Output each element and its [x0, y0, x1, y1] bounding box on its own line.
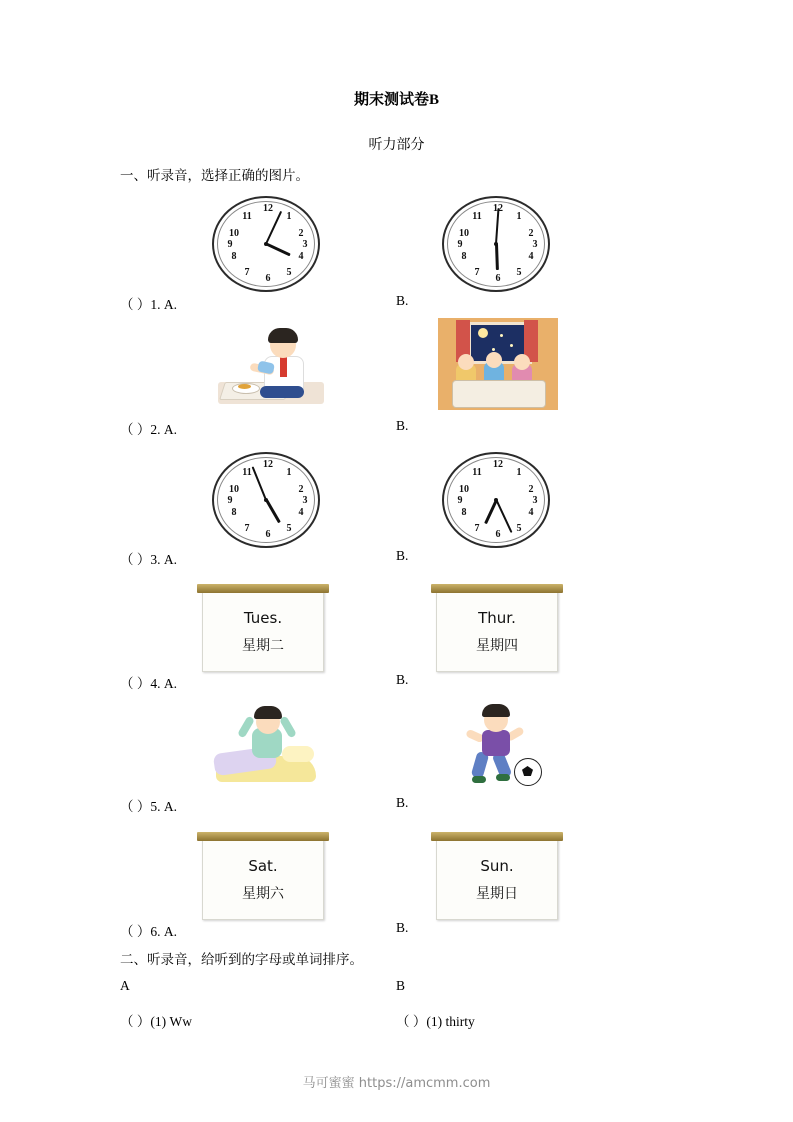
- clock-numeral: 11: [472, 467, 482, 478]
- question-5-number: （ ）5. A.: [120, 799, 177, 814]
- question-3-option-b-label: B.: [396, 548, 409, 563]
- clock-numeral: 5: [516, 267, 522, 278]
- question-1-option-b-image: [442, 196, 560, 296]
- clock-minute-hand: [251, 466, 267, 500]
- clock-numeral: 8: [461, 251, 467, 262]
- clock-hour-hand: [495, 244, 499, 270]
- question-6-option-b-label: B.: [396, 920, 409, 935]
- card-top-bar: [197, 832, 329, 841]
- question-5-option-b-image: [440, 700, 558, 792]
- clock-hour-hand: [265, 243, 290, 257]
- clock-numeral: 12: [263, 203, 273, 214]
- clock-numeral: 5: [286, 523, 292, 534]
- clock-numeral: 9: [227, 495, 233, 506]
- shoe-shape: [472, 776, 486, 783]
- day-chinese-label: 星期四: [476, 638, 518, 654]
- person-head: [486, 352, 502, 368]
- question-4-option-b-card: [436, 590, 558, 672]
- clock-numeral: 7: [244, 523, 250, 534]
- card-top-bar: [431, 832, 563, 841]
- clock-numeral: 6: [265, 273, 271, 284]
- clock-numeral: 7: [244, 267, 250, 278]
- section-2-item-a-1: （ ）(1) Ww: [120, 1014, 192, 1029]
- hair-shape: [254, 706, 282, 719]
- analog-clock-icon: [212, 196, 320, 292]
- dining-table: [452, 380, 546, 408]
- clock-numeral: 3: [532, 239, 538, 250]
- clock-numeral: 10: [229, 484, 239, 495]
- moon-icon: [478, 328, 488, 338]
- question-3-option-b-image: [442, 452, 560, 552]
- hair-shape: [482, 704, 510, 717]
- day-english-label: Tues.: [243, 609, 283, 627]
- clock-numeral: 2: [298, 228, 304, 239]
- clock-numeral: 4: [528, 507, 534, 518]
- legs-shape: [260, 386, 304, 398]
- clock-numeral: 4: [298, 507, 304, 518]
- page-subtitle: 听力部分: [368, 138, 425, 153]
- question-1-number: （ ）1. A.: [120, 297, 177, 312]
- day-english-label: Sun.: [480, 857, 514, 875]
- watermark-footer: 马可蜜蜜 https://amcmm.com: [302, 1076, 491, 1091]
- question-1-option-b-label: B.: [396, 293, 409, 308]
- clock-hour-hand: [484, 499, 498, 524]
- analog-clock-icon: [442, 196, 550, 292]
- clock-numeral: 1: [516, 467, 522, 478]
- day-chinese-label: 星期日: [476, 886, 518, 902]
- question-2-option-b-label: B.: [396, 418, 409, 433]
- red-scarf-shape: [280, 357, 287, 377]
- shoe-shape: [496, 774, 510, 781]
- question-3-option-a-image: [212, 452, 330, 552]
- question-2-option-b-image: [438, 318, 558, 410]
- clock-numeral: 1: [286, 467, 292, 478]
- clock-numeral: 7: [474, 267, 480, 278]
- star-icon: [492, 348, 495, 351]
- card-top-bar: [431, 584, 563, 593]
- clock-numeral: 8: [461, 507, 467, 518]
- clock-numeral: 1: [516, 211, 522, 222]
- clock-numeral: 10: [459, 228, 469, 239]
- star-icon: [500, 334, 503, 337]
- person-head: [514, 354, 530, 370]
- clock-numeral: 2: [298, 484, 304, 495]
- clock-numeral: 8: [231, 507, 237, 518]
- clock-numeral: 12: [493, 459, 503, 470]
- question-6-number: （ ）6. A.: [120, 924, 177, 939]
- clock-center-pivot: [264, 242, 268, 246]
- clock-numeral: 11: [472, 211, 482, 222]
- question-1-option-a-image: [212, 196, 330, 296]
- clock-numeral: 5: [286, 267, 292, 278]
- day-chinese-label: 星期二: [242, 638, 284, 654]
- question-4-number: （ ）4. A.: [120, 676, 177, 691]
- clock-numeral: 2: [528, 228, 534, 239]
- clock-numeral: 9: [457, 495, 463, 506]
- pillow-shape: [282, 746, 314, 762]
- question-3-number: （ ）3. A.: [120, 552, 177, 567]
- section-1-heading: 一、听录音，选择正确的图片。: [120, 168, 309, 183]
- page-title: 期末测试卷B: [353, 92, 439, 108]
- question-2-option-a-image: [212, 320, 330, 410]
- clock-numeral: 6: [265, 529, 271, 540]
- clock-minute-hand: [265, 211, 282, 245]
- football-icon: [514, 758, 542, 786]
- star-icon: [510, 344, 513, 347]
- section-2-item-b-1: （ ）(1) thirty: [396, 1014, 475, 1029]
- clock-numeral: 4: [298, 251, 304, 262]
- question-4-option-a-card: [202, 590, 324, 672]
- analog-clock-icon: [442, 452, 550, 548]
- person-head: [458, 354, 474, 370]
- clock-center-pivot: [494, 242, 498, 246]
- clock-hour-hand: [265, 499, 281, 523]
- clock-numeral: 5: [516, 523, 522, 534]
- day-english-label: Thur.: [478, 609, 516, 627]
- question-6-option-b-card: [436, 838, 558, 920]
- clock-numeral: 3: [532, 495, 538, 506]
- clock-numeral: 6: [495, 273, 501, 284]
- day-chinese-label: 星期六: [242, 886, 284, 902]
- section-2-heading: 二、听录音，给听到的字母或单词排序。: [120, 952, 363, 967]
- question-5-option-b-label: B.: [396, 795, 409, 810]
- clock-numeral: 12: [493, 203, 503, 214]
- section-2-column-b-label: B: [396, 978, 406, 993]
- card-top-bar: [197, 584, 329, 593]
- clock-numeral: 1: [286, 211, 292, 222]
- clock-numeral: 11: [242, 211, 252, 222]
- clock-numeral: 7: [474, 523, 480, 534]
- clock-numeral: 12: [263, 459, 273, 470]
- clock-minute-hand: [495, 208, 500, 244]
- clock-numeral: 9: [227, 239, 233, 250]
- day-english-label: Sat.: [248, 857, 278, 875]
- clock-numeral: 10: [229, 228, 239, 239]
- clock-minute-hand: [495, 499, 512, 533]
- shirt-shape: [482, 730, 510, 756]
- analog-clock-icon: [212, 452, 320, 548]
- section-2-column-a-label: A: [120, 978, 130, 993]
- clock-numeral: 3: [302, 239, 308, 250]
- food-shape: [238, 384, 251, 389]
- question-4-option-b-label: B.: [396, 672, 409, 687]
- clock-numeral: 8: [231, 251, 237, 262]
- hair-shape: [268, 328, 298, 343]
- question-6-option-a-card: [202, 838, 324, 920]
- clock-center-pivot: [494, 498, 498, 502]
- question-5-option-a-image: [208, 700, 326, 792]
- clock-numeral: 9: [457, 239, 463, 250]
- question-2-number: （ ）2. A.: [120, 422, 177, 437]
- clock-numeral: 4: [528, 251, 534, 262]
- clock-numeral: 10: [459, 484, 469, 495]
- clock-numeral: 11: [242, 467, 252, 478]
- clock-numeral: 6: [495, 529, 501, 540]
- clock-numeral: 2: [528, 484, 534, 495]
- clock-numeral: 3: [302, 495, 308, 506]
- clock-center-pivot: [264, 498, 268, 502]
